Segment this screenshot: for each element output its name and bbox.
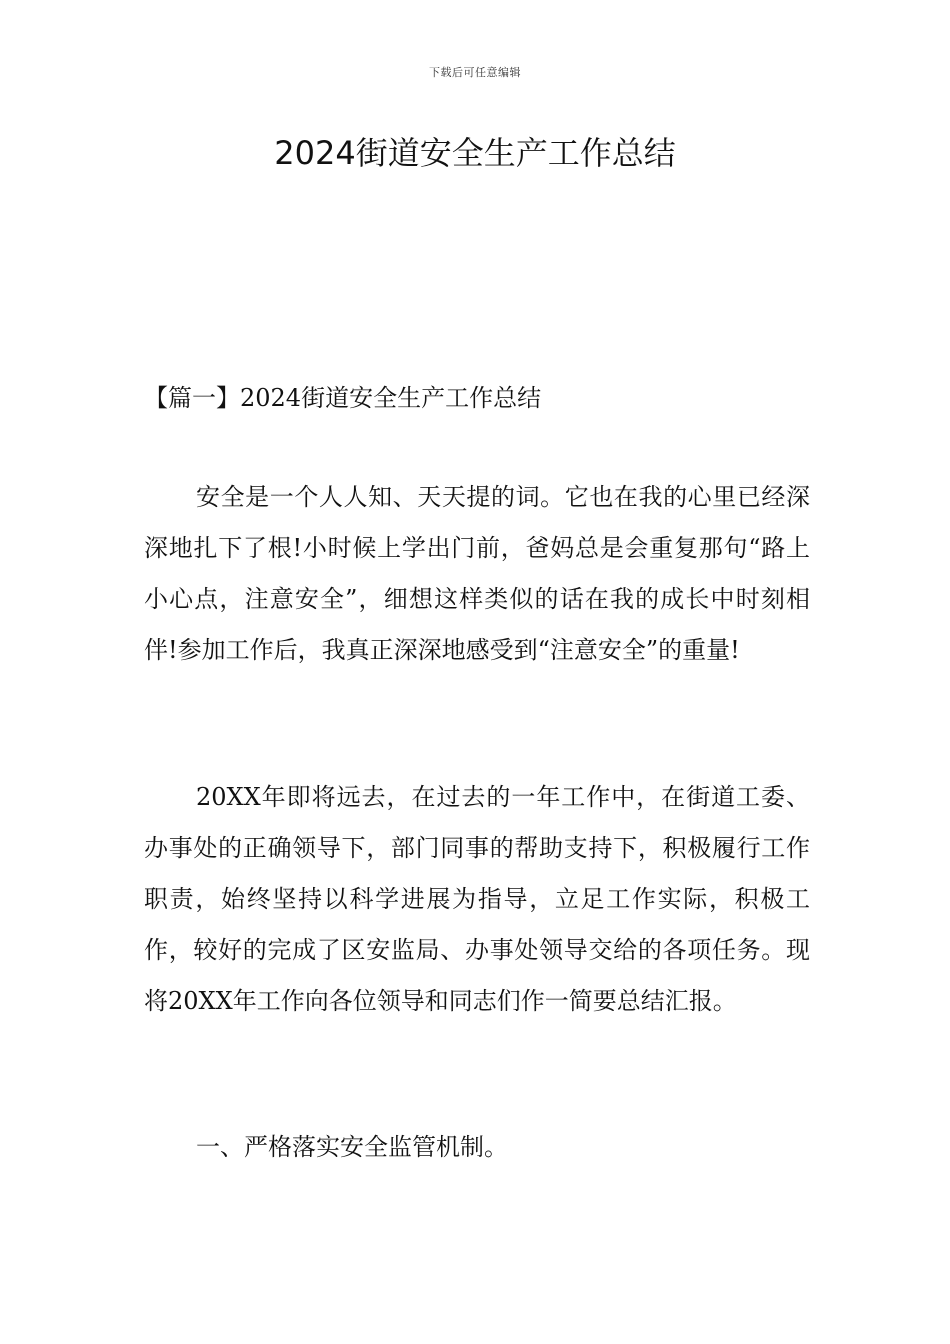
header-note: 下载后可任意编辑	[429, 66, 521, 79]
section-heading: 【篇一】2024街道安全生产工作总结	[144, 384, 542, 412]
document-title: 2024街道安全生产工作总结	[274, 134, 676, 172]
subheading-first: 一、严格落实安全监管机制。	[196, 1133, 508, 1161]
paragraph-summary: 20XX年即将远去，在过去的一年工作中，在街道工委、办事处的正确领导下，部门同事的帮助支持下，积极履行工作职责，始终坚持以科学进展为指导，立足工作实际，积极工作，较好的完成了区安监局、办事处领导交给的各项任务。现将20XX年工作向各位领导和同志们作一简要总结汇报。	[144, 783, 810, 1015]
paragraph-intro: 安全是一个人人知、天天提的词。它也在我的心里已经深深地扎下了根!小时候上学出门前，爸妈总是会重复那句“路上小心点，注意安全”，细想这样类似的话在我的成长中时刻相伴!参加工作后，我真正深深地感受到“注意安全”的重量!	[144, 483, 810, 664]
